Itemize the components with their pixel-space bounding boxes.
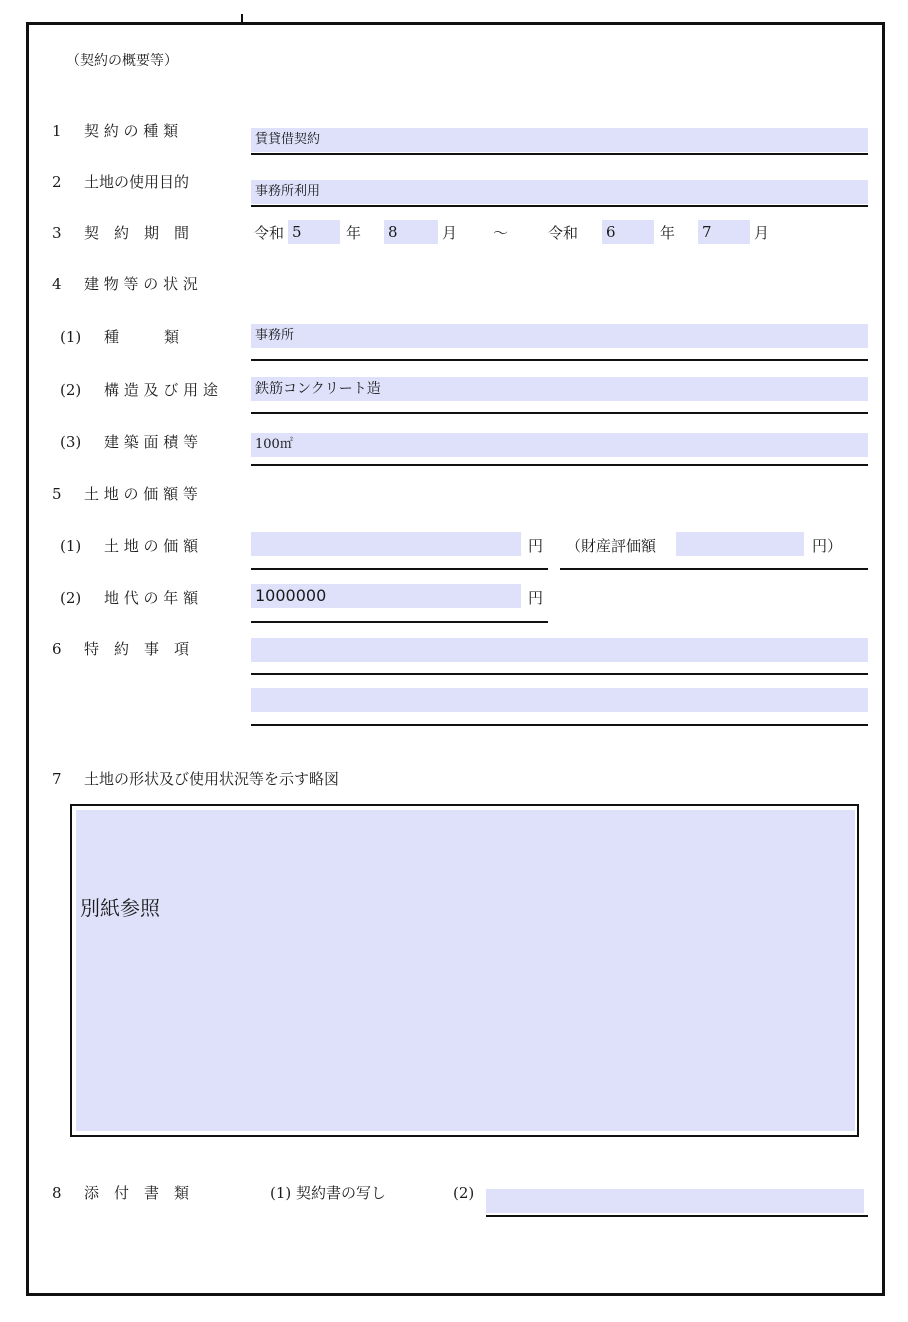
building-kind-field[interactable]: 事務所: [251, 324, 868, 348]
annual-rent-underline: [251, 621, 548, 623]
start-era-label: 令和: [254, 224, 285, 242]
assessed-value-field[interactable]: [676, 532, 804, 556]
item-4-2-number: (2): [60, 381, 82, 399]
land-purpose-underline: [251, 205, 868, 207]
item-1-label: 契 約 の 種 類: [84, 122, 179, 140]
top-tick-mark: [241, 14, 243, 22]
attachment-item-2-number: (2): [453, 1184, 475, 1202]
special-terms-line1[interactable]: [251, 638, 868, 662]
end-year-field[interactable]: 6: [602, 220, 654, 244]
start-month-field[interactable]: 8: [384, 220, 438, 244]
land-purpose-field[interactable]: 事務所利用: [251, 180, 868, 204]
land-value-underline: [251, 568, 548, 570]
end-month-unit: 月: [754, 224, 770, 242]
assessed-value-unit: 円）: [812, 537, 843, 555]
period-tilde: ～: [493, 224, 509, 242]
end-era-label: 令和: [548, 224, 579, 242]
item-7-label: 土地の形状及び使用状況等を示す略図: [84, 770, 340, 788]
item-5-1-number: (1): [60, 537, 82, 555]
annual-rent-unit: 円: [528, 589, 544, 607]
item-4-1-label: 種 類: [104, 328, 180, 346]
start-year-field[interactable]: 5: [288, 220, 340, 244]
sketch-field[interactable]: [76, 810, 855, 1131]
start-year-unit: 年: [346, 224, 362, 242]
assessed-value-label: （財産評価額: [566, 537, 657, 555]
item-6-label: 特 約 事 項: [84, 640, 190, 658]
item-5-1-label: 土 地 の 価 額: [104, 537, 199, 555]
item-2-label: 土地の使用目的: [84, 173, 190, 191]
land-value-unit: 円: [528, 537, 544, 555]
item-8-label: 添 付 書 類: [84, 1184, 190, 1202]
item-4-3-label: 建 築 面 積 等: [104, 433, 199, 451]
item-5-label: 土 地 の 価 額 等: [84, 485, 198, 503]
end-month-field[interactable]: 7: [698, 220, 750, 244]
item-4-number: 4: [52, 275, 62, 293]
land-value-field[interactable]: [251, 532, 521, 556]
contract-type-field[interactable]: 賃貸借契約: [251, 128, 868, 152]
item-4-1-number: (1): [60, 328, 82, 346]
item-6-number: 6: [52, 640, 62, 658]
attachment-item-2-field[interactable]: [486, 1189, 864, 1213]
structure-underline: [251, 412, 868, 414]
item-8-number: 8: [52, 1184, 62, 1202]
item-3-label: 契 約 期 間: [84, 224, 190, 242]
item-5-2-number: (2): [60, 589, 82, 607]
item-4-2-label: 構 造 及 び 用 途: [104, 381, 218, 399]
attachment-item-2-underline: [486, 1215, 868, 1217]
floor-area-field[interactable]: 100㎡: [251, 433, 868, 457]
item-3-number: 3: [52, 224, 62, 242]
building-kind-underline: [251, 359, 868, 361]
contract-type-underline: [251, 153, 868, 155]
special-terms-underline2: [251, 724, 868, 726]
item-1-number: 1: [52, 122, 62, 140]
item-4-3-number: (3): [60, 433, 82, 451]
item-2-number: 2: [52, 173, 62, 191]
structure-field[interactable]: 鉄筋コンクリート造: [251, 377, 868, 401]
assessed-value-underline: [560, 568, 868, 570]
start-month-unit: 月: [442, 224, 458, 242]
annual-rent-field[interactable]: 1000000: [251, 584, 521, 608]
end-year-unit: 年: [660, 224, 676, 242]
item-5-number: 5: [52, 485, 62, 503]
attachment-item-1: (1) 契約書の写し: [270, 1184, 387, 1202]
item-7-number: 7: [52, 770, 62, 788]
special-terms-line2[interactable]: [251, 688, 868, 712]
sketch-box: [70, 804, 859, 1137]
item-5-2-label: 地 代 の 年 額: [104, 589, 199, 607]
sketch-content: 別紙参照: [80, 896, 160, 920]
floor-area-underline: [251, 464, 868, 466]
special-terms-underline1: [251, 673, 868, 675]
item-4-label: 建 物 等 の 状 況: [84, 275, 198, 293]
section-title: （契約の概要等）: [66, 53, 178, 69]
